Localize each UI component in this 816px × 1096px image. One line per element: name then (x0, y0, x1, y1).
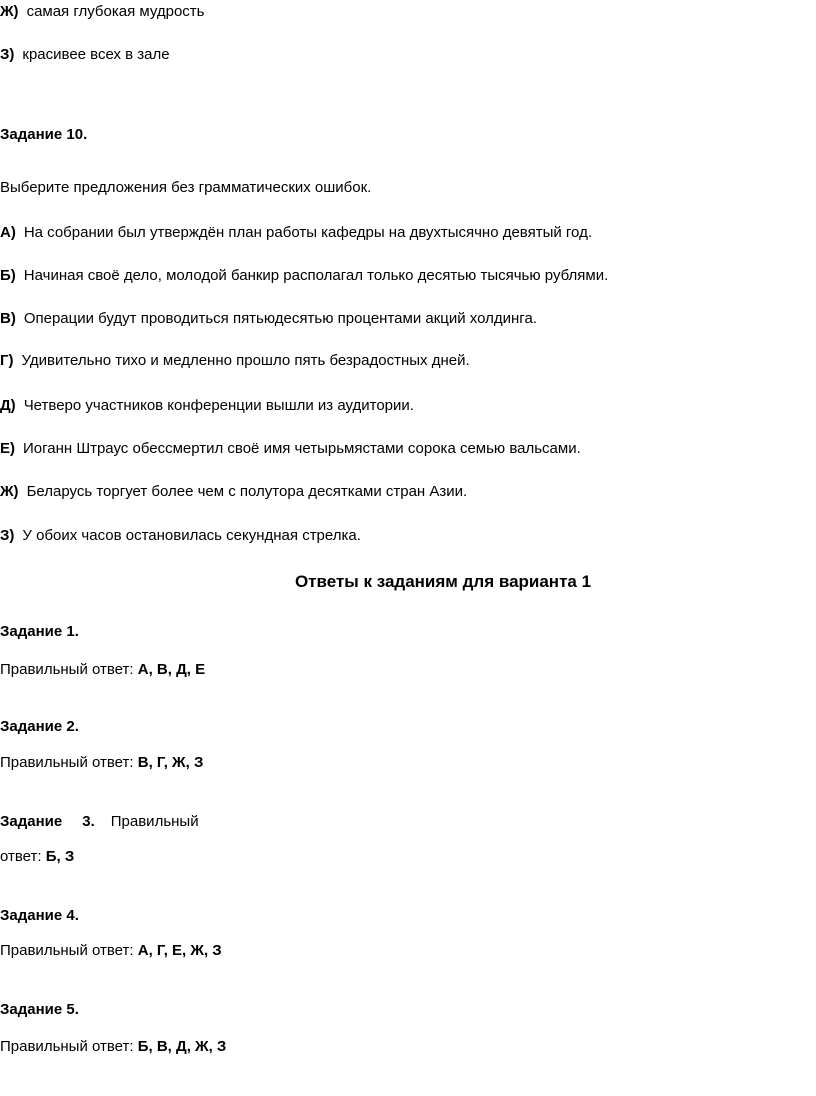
option-text: Беларусь торгует более чем с полутора десятками стран Азии. (26, 483, 468, 500)
task-10-option-b (0, 266, 608, 286)
answer-prefix: Правильный ответ: (0, 754, 134, 771)
task-10-title: Задание 10. (0, 126, 88, 143)
option-letter: А) (0, 224, 16, 241)
answer-prefix: Правильный ответ: (0, 661, 134, 678)
answer-value: Б, В, Д, Ж, З (137, 1038, 227, 1055)
answer-title-number: 3. (82, 813, 95, 830)
option-letter: Ж) (0, 3, 19, 20)
task-10-option-d (0, 396, 414, 416)
option-text: На собрании был утверждён план работы кафедры на двухтысячно девятый год. (23, 224, 592, 241)
option-text: Иоганн Штраус обессмертил своё имя четырьмястами сорока семью вальсами. (23, 440, 581, 457)
answer-value: В, Г, Ж, З (137, 754, 204, 771)
option-letter: З) (0, 527, 15, 544)
option-text: самая глубокая мудрость (26, 3, 205, 20)
option-letter: Г) (0, 352, 14, 369)
answer-4-line (0, 941, 222, 961)
answer-1-title: Задание 1. (0, 623, 79, 640)
option-text: Операции будут проводиться пятьюдесятью процентами акций холдинга. (23, 310, 537, 327)
option-letter: Е) (0, 440, 15, 457)
option-text: Начиная своё дело, молодой банкир располагал только десятью тысячью рублями. (23, 267, 609, 284)
answers-heading: Ответы к заданиям для варианта 1 (294, 572, 592, 591)
answer-3-title-line (0, 812, 199, 832)
task-10-option-v (0, 309, 537, 329)
answer-title-word: Задание (0, 813, 63, 830)
option-letter: Б) (0, 267, 16, 284)
option-letter: З) (0, 46, 15, 63)
answer-4-title: Задание 4. (0, 907, 79, 924)
option-text: У обоих часов остановилась секундная стрелка. (22, 527, 361, 544)
answer-2-title: Задание 2. (0, 718, 79, 735)
answer-5-title: Задание 5. (0, 1001, 79, 1018)
answer-2-line (0, 753, 203, 773)
task-10-option-g (0, 351, 470, 371)
task-10-option-a (0, 223, 592, 243)
option-text: красивее всех в зале (22, 46, 170, 63)
option-zh-prev (0, 2, 204, 22)
option-letter: Д) (0, 397, 16, 414)
answer-value: Б, З (45, 848, 75, 865)
option-letter: В) (0, 310, 16, 327)
task-10-option-zh (0, 482, 467, 502)
answer-prefix-word: Правильный (110, 813, 199, 830)
answer-value: А, В, Д, Е (137, 661, 206, 678)
answer-3-line (0, 847, 74, 867)
answer-5-line (0, 1037, 226, 1057)
answer-value: А, Г, Е, Ж, З (137, 942, 222, 959)
option-z-prev (0, 45, 170, 65)
task-10-option-z (0, 526, 361, 546)
answer-prefix: Правильный ответ: (0, 1038, 134, 1055)
option-letter: Ж) (0, 483, 19, 500)
answer-1-line (0, 660, 205, 680)
answer-prefix-rest: ответ: (0, 848, 42, 865)
option-text: Удивительно тихо и медленно прошло пять безрадостных дней. (21, 352, 470, 369)
option-text: Четверо участников конференции вышли из аудитории. (23, 397, 414, 414)
task-10-option-e (0, 439, 581, 459)
answer-prefix: Правильный ответ: (0, 942, 134, 959)
task-10-instruction: Выберите предложения без грамматических ошибок. (0, 179, 372, 196)
